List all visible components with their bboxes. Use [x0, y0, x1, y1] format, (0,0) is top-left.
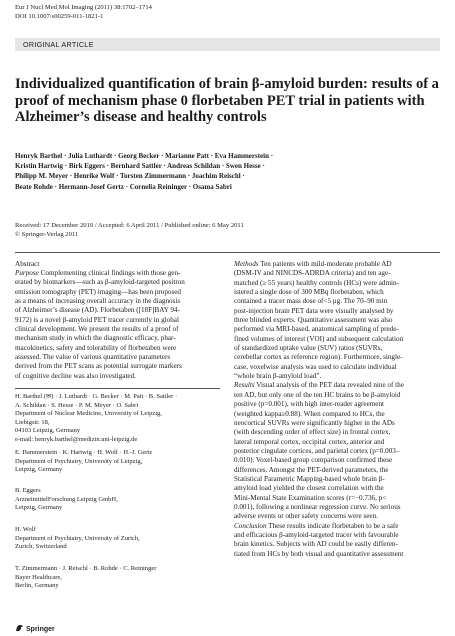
article-title: Individualized quantification of brain β-amyloid burden: results of a proof of mechanism phase 0 florbetaben PET trial in patients with Alzheimer’s disease and healthy controls: [15, 76, 439, 126]
purpose-label: Purpose: [15, 269, 39, 277]
text-line: These results indicate florbetaben to be a safe: [268, 521, 399, 530]
affiliation-line: Department of Psychiatry, University of Leipzig,: [15, 457, 143, 465]
text-line: of Alzheimer’s disease (AD). Florbetaben ([18F]BAY 94-: [15, 306, 180, 315]
text-line: matched (≥ 55 years) healthy controls (HCs) were admin-: [234, 278, 399, 287]
text-line: adverse events or other safety concerns were seen.: [234, 512, 378, 521]
conclusion-label: Conclusion: [234, 521, 267, 530]
springer-horse-icon: [15, 624, 24, 632]
affiliation-line: Leipzig, Germany: [15, 466, 63, 474]
running-header: [15, 4, 152, 21]
article-type-bar: [15, 38, 440, 51]
text-line: contained a tracer mass dose of<5 μg. The 70–90 min: [234, 297, 388, 306]
affiliation: [15, 393, 225, 445]
text-line: posterior cingulate cortices, and parietal cortex (p=0.003–: [234, 446, 400, 455]
text-line: istered a single dose of 300 MBq florbetaben, which: [234, 288, 384, 297]
text-line: three blinded experts. Quantitative assessment was also: [234, 316, 393, 325]
text-line: fined volumes of interest (VOI) and subsequent calculation: [234, 334, 404, 343]
affiliation-line: Liebigstr. 18,: [15, 418, 50, 426]
text-line: as a means of increasing overall accuracy in the diagnosis: [15, 297, 181, 306]
affiliation-line: Zurich, Switzerland: [15, 543, 67, 551]
abstract-heading: Abstract: [15, 260, 40, 268]
affiliation-line: H. Wolf: [15, 526, 36, 533]
affiliation: [15, 449, 225, 475]
results-label: Results: [234, 381, 255, 390]
text-line: lateral temporal cortex, occipital cortex, anterior and: [234, 437, 385, 446]
affiliation-line: Leipzig, Germany: [15, 504, 63, 512]
affiliation-line: Department of Nuclear Medicine, University of Leipzig,: [15, 410, 162, 418]
text-line: emission tomography (PET) imaging—has been proposed: [15, 287, 181, 296]
text-line: macokinetics, safety and tolerability of florbetaben were: [15, 343, 177, 352]
author-list: [15, 151, 440, 192]
text-line: clinical development. We present the results of a proof of: [15, 325, 179, 334]
text-line: 9172) is a novel β-amyloid PET tracer currently in global: [15, 315, 179, 324]
text-line: case, voxelwise analysis was used to calculate individual: [234, 362, 397, 371]
text-line: differences. Amongst the PET-derived parameters, the: [234, 465, 389, 474]
affiliation-line: Berlin, Germany: [15, 582, 59, 590]
text-line: neocortical SUVRs were significantly higher in the ADs: [234, 418, 395, 427]
abstract-purpose: [15, 269, 220, 381]
text-line: tiated from HCs by both visual and quantitative assessment: [234, 549, 404, 558]
affiliation-line: 04103 Leipzig, Germany: [15, 427, 81, 435]
affiliation-line: Bayer Healthcare,: [15, 573, 62, 581]
text-line: and efficacious β-amyloid-targeted tracer with favourable: [234, 530, 399, 539]
author-line: Philipp M. Meyer · Henrike Wolf · Torsten Zimmermann · Joachim Reischl ·: [15, 172, 245, 181]
doi: DOI 10.1007/s00259-011-1821-1: [15, 12, 104, 20]
affiliation-line: T. Zimmermann · J. Reischl · B. Rohde · C. Reininger: [15, 565, 157, 572]
text-line: (DSM-IV and NINCDS-ADRDA criteria) and ten age-: [234, 269, 391, 278]
affiliation: [15, 487, 225, 513]
affiliation-line: H. Barthel (✉) · J. Luthardt · G. Becker · M. Patt · B. Sattler ·: [15, 393, 178, 400]
abstract-right-column: [234, 260, 440, 559]
affiliation: [15, 565, 225, 591]
author-line: Kristin Hartwig · Birk Eggers · Bernhard Sattler · Andreas Schildan · Swen Hesse ·: [15, 162, 265, 171]
text-line: positive (p=0.001), with high inter-reader agreement: [234, 400, 385, 409]
text-line: brain kinetics. Subjects with AD could be easily differen-: [234, 540, 398, 549]
text-line: erated by biomarkers—such as β-amyloid-targeted positron: [15, 278, 185, 287]
divider: [15, 252, 440, 253]
affiliation-line: B. Eggers: [15, 487, 41, 494]
received-dates: Received: 17 December 2010 / Accepted: 6 April 2011 / Published online: 6 May 2011: [15, 222, 244, 229]
publisher-footer: [15, 624, 55, 633]
text-line: Mini-Mental State Examination scores (r=−0.736, p<: [234, 493, 387, 502]
text-line: post-injection brain PET data were visually analysed by: [234, 306, 394, 315]
author-line: Henryk Barthel · Julia Luthardt · Georg Becker · Marianne Patt · Eva Hammerstein ·: [15, 152, 274, 160]
text-line: of standardized uptake value (SUV) ratios (SUVRs,: [234, 344, 383, 353]
text-line: (weighted kappa≥0.88). When compared to HCs, the: [234, 409, 385, 418]
affiliation-line: Department of Psychiatry, University of Zurich,: [15, 534, 140, 542]
text-line: amyloid load yielded the closest correlation with the: [234, 484, 384, 493]
text-line: “whole brain β-amyloid load”.: [234, 372, 322, 381]
methods-label: Methods: [234, 260, 259, 268]
text-line: (with descending order of effect size) in frontal cortex,: [234, 428, 391, 437]
text-line: performed via MRI-based, anatomical sampling of prede-: [234, 325, 399, 334]
text-line: 0.010). Voxel-based group comparison confirmed these: [234, 456, 393, 465]
footnote-divider: [15, 388, 220, 389]
author-line: Beate Rohde · Hermann-Josef Gertz · Cornelia Reininger · Osama Sabri: [15, 182, 232, 191]
text-line: cerebellar cortex as reference region). Furthermore, single-: [234, 353, 403, 362]
affiliation: [15, 526, 225, 552]
copyright: © Springer-Verlag 2011: [15, 231, 79, 238]
affiliation-email: e-mail: henryk.barthel@medizin.uni-leipzig.de: [15, 435, 138, 443]
article-type: ORIGINAL ARTICLE: [23, 40, 94, 49]
affiliation-line: ArzneimittelForschung Leipzig GmbH,: [15, 495, 118, 503]
text-line: mechanism study in which the diagnostic efficacy, phar-: [15, 334, 176, 343]
text-line: Ten patients with mild-moderate probable AD: [260, 260, 392, 268]
text-line: assessed. The value of various quantitative parameters: [15, 353, 171, 362]
text-line: Complementing clinical findings with those gen-: [40, 269, 181, 277]
publication-dates: [15, 221, 244, 239]
text-line: derived from the PET scans as potential surrogate markers: [15, 362, 182, 371]
text-line: Visual analysis of the PET data revealed nine of the: [256, 381, 404, 390]
affiliation-line: A. Schildan · S. Hesse · P. M. Meyer · O. Sabri: [15, 401, 139, 409]
text-line: Statistical Parametric Mapping-based whole brain β-: [234, 474, 385, 483]
affiliation-line: E. Hammerstein · K. Hartwig · H. Wolf · H.-J. Gertz: [15, 449, 153, 456]
publisher-name: Springer: [26, 626, 55, 633]
text-line: 0.001), following a nonlinear regression curve. No serious: [234, 502, 401, 511]
text-line: of cognitive decline was also investigated.: [15, 371, 136, 380]
journal-citation: Eur J Nucl Med Mol Imaging (2011) 38:1702–1714: [15, 4, 152, 11]
text-line: ten AD, but only one of the ten HC brains to be β-amyloid: [234, 390, 401, 399]
